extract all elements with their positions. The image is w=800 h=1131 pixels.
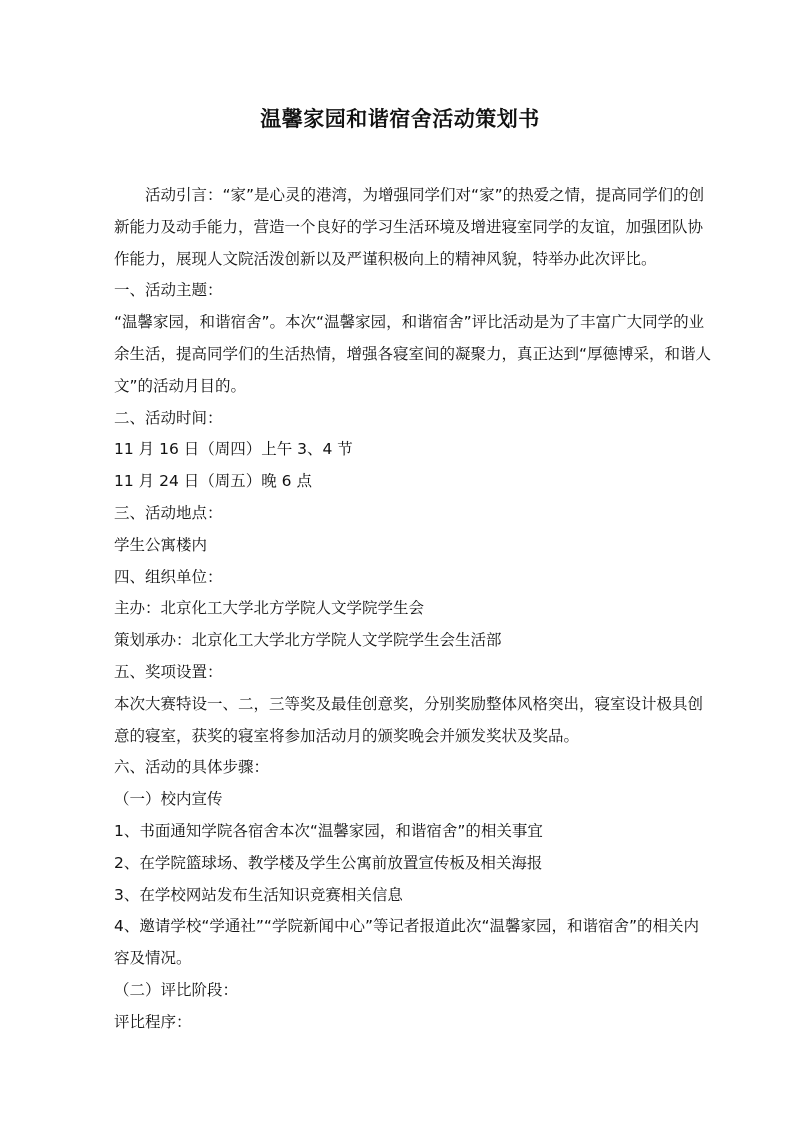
publicity-item-4: 4、邀请学校“学通社”“学院新闻中心”等记者报道此次“温馨家园，和谐宿舍”的相关内容及情况。	[114, 917, 700, 968]
time-line-1: 11 月 16 日（周四）上午 3、4 节	[114, 440, 353, 459]
document-body	[114, 180, 714, 1039]
organizer-host: 主办：北京化工大学北方学院人文学院学生会	[114, 599, 425, 618]
organizer-planner: 策划承办：北京化工大学北方学院人文学院学生会生活部	[114, 631, 502, 650]
intro-paragraph: 活动引言：“家”是心灵的港湾，为增强同学们对“家”的热爱之情，提高同学们的创新能力及动手能力，营造一个良好的学习生活环境及增进寝室同学的友谊，加强团队协作能力，展现人文院活泼创新以及严谨积极向上的精神风貌，特举办此次评比。	[114, 186, 705, 268]
steps-subheading-evaluation: （二）评比阶段：	[114, 980, 239, 999]
location-text: 学生公寓楼内	[114, 535, 208, 554]
awards-paragraph: 本次大赛特设一、二，三等奖及最佳创意奖，分别奖励整体风格突出，寝室设计极具创意的寝室，获奖的寝室将参加活动月的颁奖晚会并颁发奖状及奖品。	[114, 694, 704, 745]
publicity-item-1: 1、书面通知学院各宿舍本次“温馨家园，和谐宿舍”的相关事宜	[114, 821, 543, 840]
publicity-item-2: 2、在学院篮球场、教学楼及学生公寓前放置宣传板及相关海报	[114, 853, 543, 872]
publicity-item-3: 3、在学校网站发布生活知识竞赛相关信息	[114, 885, 403, 904]
section-heading-location: 三、活动地点：	[114, 503, 223, 522]
section-heading-theme: 一、活动主题：	[114, 281, 223, 300]
section-heading-time: 二、活动时间：	[114, 408, 223, 427]
section-heading-awards: 五、奖项设置：	[114, 662, 223, 681]
document-title: 温馨家园和谐宿舍活动策划书	[260, 107, 540, 131]
theme-paragraph: “温馨家园，和谐宿舍”。本次“温馨家园，和谐宿舍”评比活动是为了丰富广大同学的业余生活，提高同学们的生活热情，增强各寝室间的凝聚力，真正达到“厚德博采，和谐人文”的活动月目的。	[114, 313, 712, 395]
section-heading-organizer: 四、组织单位：	[114, 567, 223, 586]
section-heading-steps: 六、活动的具体步骤：	[114, 758, 270, 777]
time-line-2: 11 月 24 日（周五）晚 6 点	[114, 472, 312, 491]
steps-subheading-publicity: （一）校内宣传	[114, 790, 223, 809]
evaluation-procedure-label: 评比程序：	[114, 1012, 192, 1031]
